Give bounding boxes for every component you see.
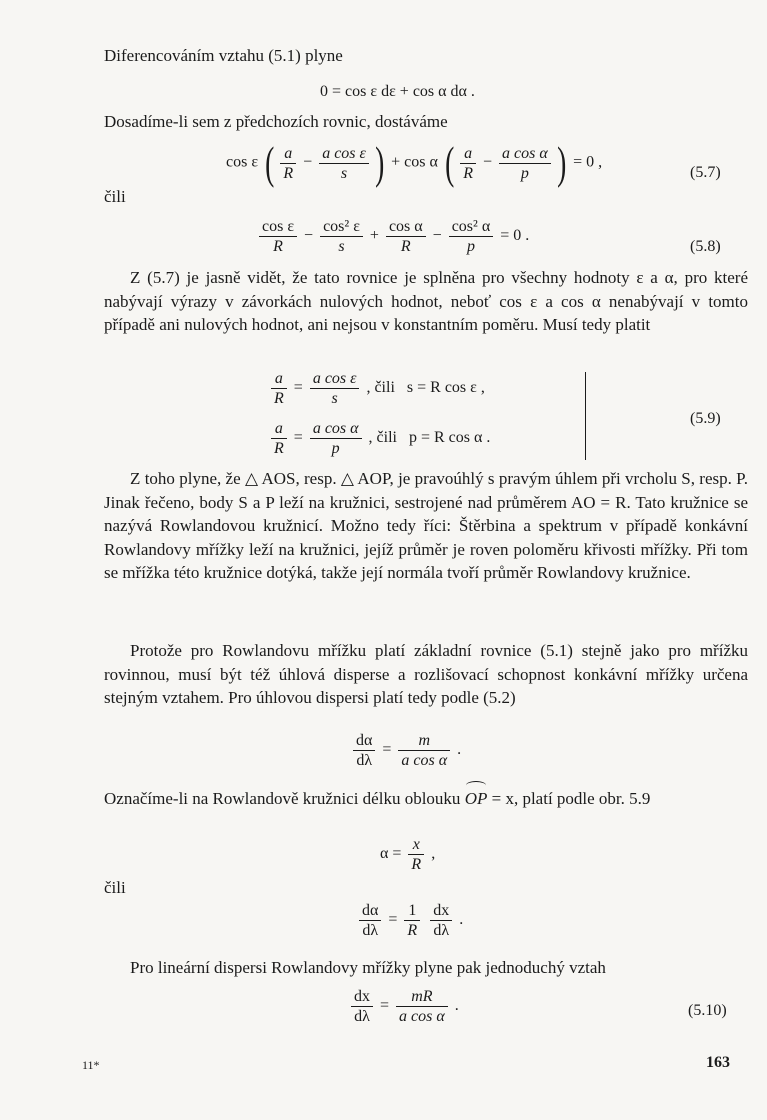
equation-5-8: $\frac{\text{cos ε}}{R}$ − $\frac{\text{cos² ε}}{s}$ + $\frac{\text{cos α}}{R}$ − $\frac{\text{cos² α}}{p}$ = 0 . — [256, 218, 529, 255]
page-number: 163 — [706, 1054, 730, 1071]
cili-label-2: čili — [104, 878, 126, 897]
equation-5-9-row-2: $\frac{a}{R}$ = $\frac{\text{a cos α}}{p}$ , čili p = R cos α . — [268, 420, 490, 457]
equation-differential: 0 = cos ε dε + cos α dα . — [320, 83, 475, 100]
equation-5-9-row-1: $\frac{a}{R}$ = $\frac{\text{a cos ε}}{s}$ , čili s = R cos ε , — [268, 370, 485, 407]
equation-number-5-8: (5.8) — [690, 238, 721, 255]
equation-angular-dispersion: $\frac{d\alpha}{d\lambda}$ = $\frac{m}{\text{a cos α}}$ . — [350, 732, 461, 769]
equation-alpha: α = $\frac{x}{R}$ , — [380, 836, 436, 873]
equation-number-5-10: (5.10) — [688, 1002, 727, 1019]
cili-label-1: čili — [104, 187, 126, 206]
paragraph-3: Z (5.7) je jasně vidět, že tato rovnice je splněna pro všechny hodnoty ε a α, pro které nabývají výrazy v závorkách nulových hodnot, neboť cos ε a cos α nenabývají v tomto případě ani nulových hodnot, ani nejsou v konstantním poměru. Musí tedy platit — [104, 268, 748, 334]
equation-number-5-9: (5.9) — [690, 410, 721, 427]
equation-dalpha-dlambda: $\frac{d\alpha}{d\lambda}$ = $\frac{1}{R}$ $\frac{dx}{d\lambda}$ . — [356, 902, 463, 939]
arc-op: OP — [465, 787, 488, 811]
paragraph-2: Dosadíme-li sem z předchozích rovnic, dostáváme — [104, 112, 448, 131]
equation-number-5-7: (5.7) — [690, 164, 721, 181]
paragraph-5: Protože pro Rowlandovu mřížku platí základní rovnice (5.1) stejně jako pro mřížku rovinnou, musí být též úhlová disperse a rozlišovací schopnost konkávní mřížky určena stejným vztahem. Pro úhlovou dispersi platí tedy podle (5.2) — [104, 641, 748, 707]
equation-5-7: cos ε ( $\frac{a}{R}$ − $\frac{\text{a cos ε}}{s}$ ) + cos α ( $\frac{a}{R}$ − $\frac{\text{a cos α}}{p}$ ) = 0 , — [226, 137, 603, 188]
signature-mark: 11* — [82, 1058, 100, 1072]
equation-5-10: $\frac{dx}{d\lambda}$ = $\frac{mR}{\text{a cos α}}$ . — [348, 988, 459, 1025]
paragraph-1: Diferencováním vztahu (5.1) plyne — [104, 46, 343, 65]
paragraph-7: Pro lineární dispersi Rowlandovy mřížky plyne pak jednoduchý vztah — [130, 958, 606, 977]
paragraph-4: Z toho plyne, že △ AOS, resp. △ AOP, je pravoúhlý s pravým úhlem při vrcholu S, resp. P. Jinak řečeno, body S a P leží na kružnici, sestrojené nad průměrem AO = R. Tato kružnice se nazývá Rowlandovou kružnicí. Možno tedy říci: Štěrbina a spektrum v případě konkávní Rowlandovy mřížky leží na kružnici, jejíž průměr je roven poloměru křivosti mřížky. Při tom se mřížka této kružnice dotýká, takže její normála tvoří průměr Rowlandovy kružnice. — [104, 469, 748, 582]
equation-5-9-brace — [577, 372, 586, 460]
paragraph-6: Označíme-li na Rowlandově kružnici délku oblouku OP = x, platí podle obr. 5.9 — [104, 787, 748, 811]
